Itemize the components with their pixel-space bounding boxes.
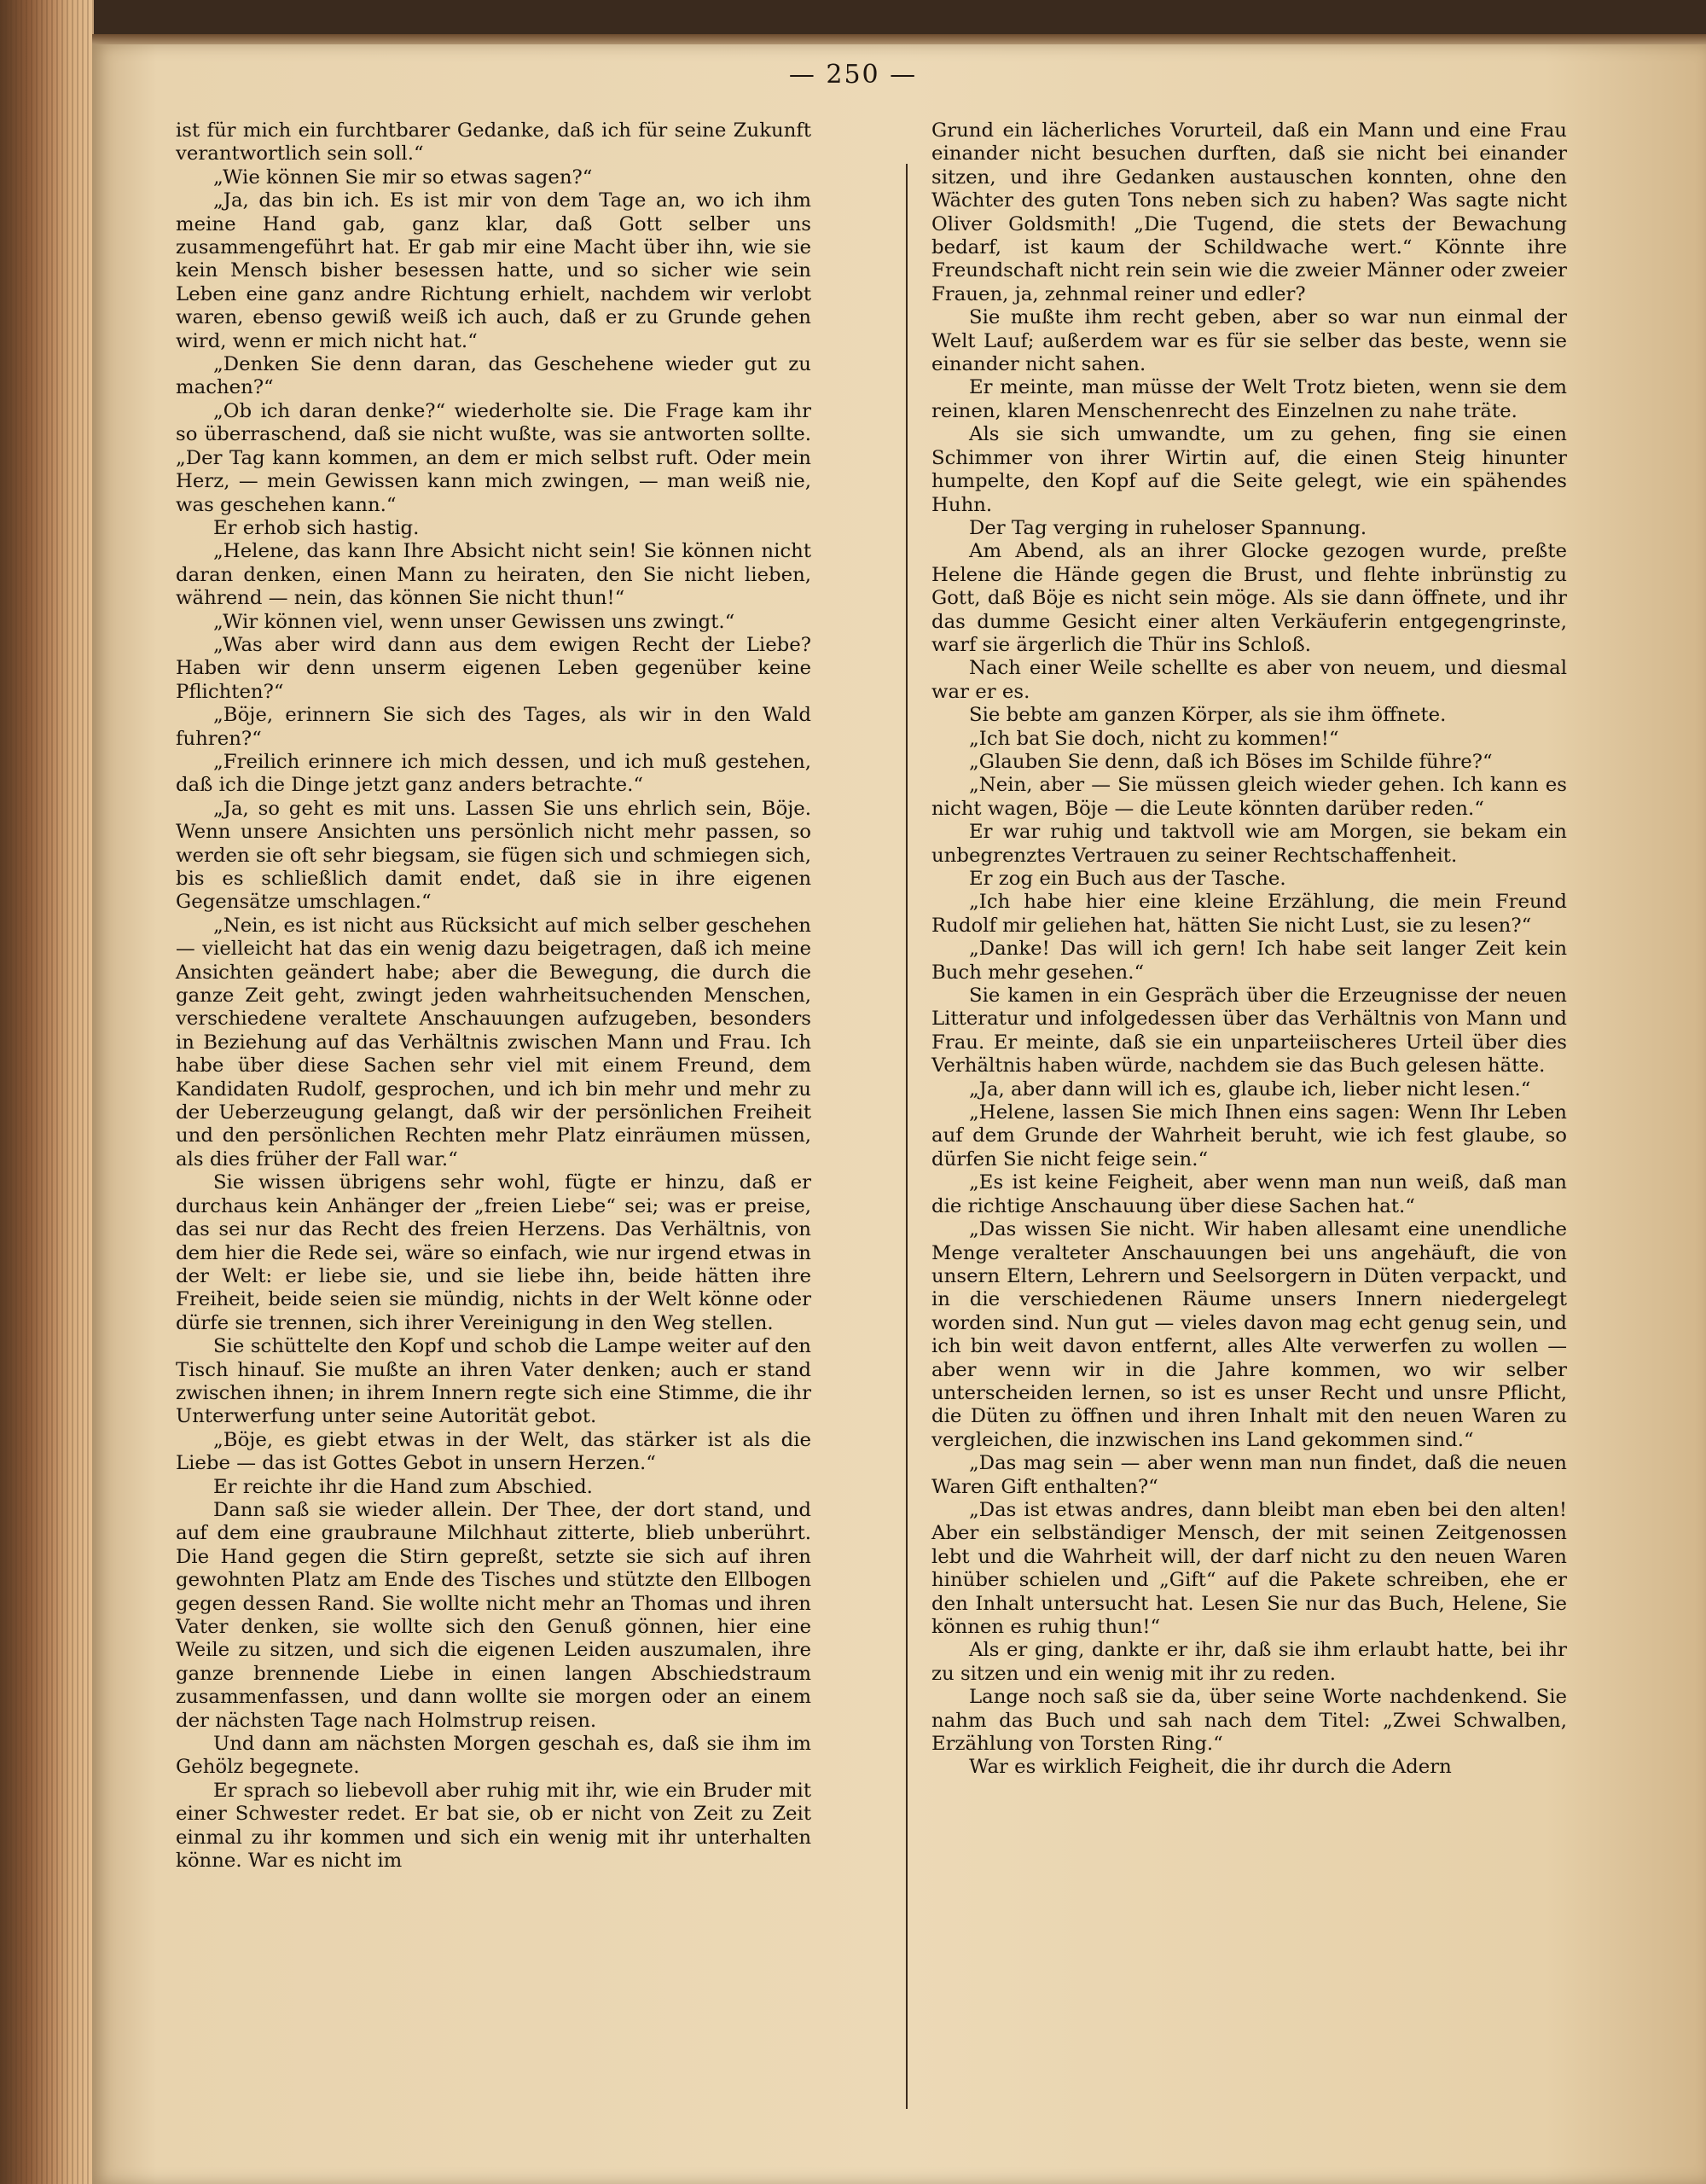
paragraph: „Freilich erinnere ich mich dessen, und ich muß gestehen, daß ich die Dinge jetzt ganz anders betrachte.“ [176, 750, 811, 797]
paragraph: Er erhob sich hastig. [213, 516, 420, 539]
paragraph: „Was aber wird dann aus dem ewigen Recht der Liebe? Haben wir denn unserm eigenen Leben gegenüber keine Pflichten?“ [176, 633, 811, 703]
paragraph: Sie wissen übrigens sehr wohl, fügte er hinzu, daß er durchaus kein Anhänger der „freien Liebe“ sei; was er preise, das sei nur das Recht des freien Herzens. Das Verhältnis, von dem hier die Rede sei, wäre so einfach, wie nur irgend etwas in der Welt: er liebe sie, und sie liebe ihn, beide hätten ihre Freiheit, beide seien sie mündig, nichts in der Welt könne oder dürfe sie trennen, sich ihrer Vereinigung in den Weg stellen. [176, 1171, 811, 1334]
paragraph: „Ja, so geht es mit uns. Lassen Sie uns ehrlich sein, Böje. Wenn unsere Ansichten uns persönlich nicht mehr passen, so werden sie oft sehr biegsam, sie fügen sich und schmiegen sich, bis es schließlich damit endet, daß sie in ihre eigenen Gegensätze umschlagen.“ [176, 797, 811, 914]
paragraph: ist für mich ein furchtbarer Gedanke, daß ich für seine Zukunft verantwortlich sein soll.“ [176, 119, 811, 166]
paragraph: „Helene, das kann Ihre Absicht nicht sein! Sie können nicht daran denken, einen Mann zu heiraten, den Sie nicht lieben, während — nein, das können Sie nicht thun!“ [176, 540, 811, 610]
paragraph: Am Abend, als an ihrer Glocke gezogen wurde, preßte Helene die Hände gegen die Brust, und flehte inbrünstig zu Gott, daß Böje es nicht sein möge. Als sie dann öffnete, und ihr das dumme Gesicht einer alten Verkäuferin entgegengrinste, warf sie ärgerlich die Thür ins Schloß. [931, 540, 1567, 656]
paragraph: Er sprach so liebevoll aber ruhig mit ihr, wie ein Bruder mit einer Schwester redet. Er bat sie, ob er nicht von Zeit zu Zeit einmal zu ihr kommen und sich ein wenig mit ihr unterhalten könne. War es nicht im [176, 1779, 811, 1873]
paragraph: „Böje, es giebt etwas in der Welt, das stärker ist als die Liebe — das ist Gottes Gebot in unsern Herzen.“ [176, 1428, 811, 1475]
paragraph: „Ja, das bin ich. Es ist mir von dem Tage an, wo ich ihm meine Hand gab, ganz klar, daß Gott selber uns zusammengeführt hat. Er gab mir eine Macht über ihn, wie sie kein Mensch bisher besessen hatte, und so sicher wie sein Leben eine ganz andre Richtung erhielt, nachdem wir verlobt waren, ebenso gewiß weiß ich auch, daß er zu Grunde gehen wird, wenn er mich nicht hat.“ [176, 189, 811, 352]
paragraph: War es wirklich Feigheit, die ihr durch die Adern [969, 1756, 1452, 1779]
paragraph: Sie mußte ihm recht geben, aber so war nun einmal der Welt Lauf; außerdem war es für sie selber das beste, wenn sie einander nicht sahen. [931, 306, 1567, 376]
paragraph: „Helene, lassen Sie mich Ihnen eins sagen: Wenn Ihr Leben auf dem Grunde der Wahrheit beruht, wie ich fest glaube, so dürfen Sie nicht feige sein.“ [931, 1101, 1567, 1170]
paragraph: Lange noch saß sie da, über seine Worte nachdenkend. Sie nahm das Buch und sah nach dem Titel: „Zwei Schwalben, Erzählung von Torsten Ring.“ [931, 1686, 1567, 1756]
paragraph: Er zog ein Buch aus der Tasche. [969, 868, 1286, 890]
paragraph: „Ich bat Sie doch, nicht zu kommen!“ [969, 727, 1339, 750]
paragraph: Der Tag verging in ruheloser Spannung. [969, 516, 1367, 539]
paragraph: Sie kamen in ein Gespräch über die Erzeugnisse der neuen Litteratur und infolgedessen über das Verhältnis von Mann und Frau. Er meinte, daß sie ein unparteiischeres Urteil über dies Verhältnis haben würde, nachdem sie das Buch gelesen hätte. [931, 985, 1567, 1077]
right-column [931, 119, 1567, 2099]
paragraph: „Ich habe hier eine kleine Erzählung, die mein Freund Rudolf mir geliehen hat, hätten Sie nicht Lust, sie zu lesen?“ [931, 891, 1567, 937]
paragraph: „Nein, es ist nicht aus Rücksicht auf mich selber geschehen — vielleicht hat das ein wenig dazu beigetragen, daß ich meine Ansichten geändert habe; aber die Bewegung, die durch die ganze Zeit geht, zwingt jeden wahrheitsuchenden Menschen, verschiedene veraltete Anschauungen aufzugeben, besonders in Beziehung auf das Verhältnis zwischen Mann und Frau. Ich habe über diese Sachen sehr viel mit einem Freund, dem Kandidaten Rudolf, gesprochen, und ich bin mehr und mehr zu der Ueberzeugung gelangt, daß wir der persönlichen Freiheit und den persönlichen Rechten mehr Platz einräumen müssen, als dies früher der Fall war.“ [176, 914, 811, 1170]
paragraph: „Das wissen Sie nicht. Wir haben allesamt eine unendliche Menge veralteter Anschauungen bei uns angehäuft, die von unsern Eltern, Lehrern und Seelsorgern in Düten verpackt, und in die verschiedenen Räume unsers Innern niedergelegt worden sind. Nun gut — vieles davon mag echt genug sein, und ich bin weit davon entfernt, alles Alte verwerfen zu wollen — aber wenn wir in die Jahre kommen, wo wir selber unterscheiden lernen, so ist es unser Recht und unsre Pflicht, die Düten zu öffnen und ihren Inhalt mit den neuen Waren zu vergleichen, die inzwischen ins Land gekommen sind.“ [931, 1218, 1567, 1451]
paragraph: „Das ist etwas andres, dann bleibt man eben bei den alten! Aber ein selbständiger Mensch, der mit seinen Zeitgenossen lebt und die Wahrheit will, der darf nicht zu den neuen Waren hinüber schielen und „Gift“ auf die Pakete schreiben, ehe er den Inhalt untersucht hat. Lesen Sie nur das Buch, Helene, Sie können es ruhig thun!“ [931, 1498, 1567, 1638]
paragraph: „Danke! Das will ich gern! Ich habe seit langer Zeit kein Buch mehr gesehen.“ [931, 938, 1567, 984]
paragraph: Als sie sich umwandte, um zu gehen, fing sie einen Schimmer von ihrer Wirtin auf, die einen Steig hinunter humpelte, den Kopf auf die Seite gelegt, wie ein spähendes Huhn. [931, 423, 1567, 516]
column-divider [906, 164, 908, 2109]
paragraph: Grund ein lächerliches Vorurteil, daß ein Mann und eine Frau einander nicht besuchen durften, daß sie nicht bei einander sitzen, und ihre Gedanken austauschen konnten, ohne den Wächter des guten Tons neben sich zu haben? Was sagte nicht Oliver Goldsmith! „Die Tugend, die stets der Bewachung bedarf, ist kaum der Schildwache wert.“ Könnte ihre Freundschaft nicht rein sein wie die zweier Männer oder zweier Frauen, ja, zehnmal reiner und edler? [931, 119, 1567, 305]
paragraph: Als er ging, dankte er ihr, daß sie ihm erlaubt hatte, bei ihr zu sitzen und ein wenig mit ihr zu reden. [931, 1639, 1567, 1685]
paragraph: „Das mag sein — aber wenn man nun findet, daß die neuen Waren Gift enthalten?“ [931, 1452, 1567, 1498]
paragraph: Nach einer Weile schellte es aber von neuem, und diesmal war er es. [931, 657, 1567, 703]
left-column [176, 119, 811, 2099]
paragraph: „Böje, erinnern Sie sich des Tages, als wir in den Wald fuhren?“ [176, 704, 811, 750]
paragraph: „Ob ich daran denke?“ wiederholte sie. Die Frage kam ihr so überraschend, daß sie nicht wußte, was sie antworten sollte. „Der Tag kann kommen, an dem er mich selbst ruft. Oder mein Herz, — mein Gewissen kann mich zwingen, — man weiß nie, was geschehen kann.“ [176, 399, 811, 516]
paragraph: „Es ist keine Feigheit, aber wenn man nun weiß, daß man die richtige Anschauung über diese Sachen hat.“ [931, 1171, 1567, 1217]
page-number: — 250 — [788, 60, 918, 90]
paragraph: „Denken Sie denn daran, das Geschehene wieder gut zu machen?“ [176, 353, 811, 399]
paragraph: „Wir können viel, wenn unser Gewissen uns zwingt.“ [213, 610, 735, 633]
paragraph: Sie schüttelte den Kopf und schob die Lampe weiter auf den Tisch hinauf. Sie mußte an ihren Vater denken; auch er stand zwischen ihnen; in ihrem Innern regte sich eine Stimme, die ihr Unterwerfung unter seine Autorität gebot. [176, 1335, 811, 1428]
paragraph: Er war ruhig und taktvoll wie am Morgen, sie bekam ein unbegrenztes Vertrauen zu seiner Rechtschaffenheit. [931, 821, 1567, 867]
paragraph: Dann saß sie wieder allein. Der Thee, der dort stand, und auf dem eine graubraune Milchhaut zitterte, blieb unberührt. Die Hand gegen die Stirn gepreßt, setzte sie sich auf ihren gewohnten Platz am Ende des Tisches und stützte den Ellbogen gegen dessen Rand. Sie wollte nicht mehr an Thomas und ihren Vater denken, sie wollte sich den Genuß gönnen, hier eine Weile zu sitzen, und sich die eigenen Leiden auszumalen, ihre ganze brennende Liebe in einen langen Abschiedstraum zusammenfassen, und dann wollte sie morgen oder an einem der nächsten Tage nach Holmstrup reisen. [176, 1498, 811, 1732]
paragraph: „Wie können Sie mir so etwas sagen?“ [213, 166, 593, 189]
paragraph: Er meinte, man müsse der Welt Trotz bieten, wenn sie dem reinen, klaren Menschenrecht des Einzelnen zu nahe träte. [931, 376, 1567, 422]
paragraph: „Nein, aber — Sie müssen gleich wieder gehen. Ich kann es nicht wagen, Böje — die Leute könnten darüber reden.“ [931, 774, 1567, 820]
paragraph: Er reichte ihr die Hand zum Abschied. [213, 1475, 593, 1498]
book-page-edges [0, 0, 94, 2184]
paragraph: „Ja, aber dann will ich es, glaube ich, lieber nicht lesen.“ [969, 1077, 1531, 1101]
paragraph: Und dann am nächsten Morgen geschah es, daß sie ihm im Gehölz begegnete. [176, 1733, 811, 1779]
paragraph: Sie bebte am ganzen Körper, als sie ihm öffnete. [969, 704, 1447, 727]
paragraph: „Glauben Sie denn, daß ich Böses im Schilde führe?“ [969, 750, 1493, 773]
